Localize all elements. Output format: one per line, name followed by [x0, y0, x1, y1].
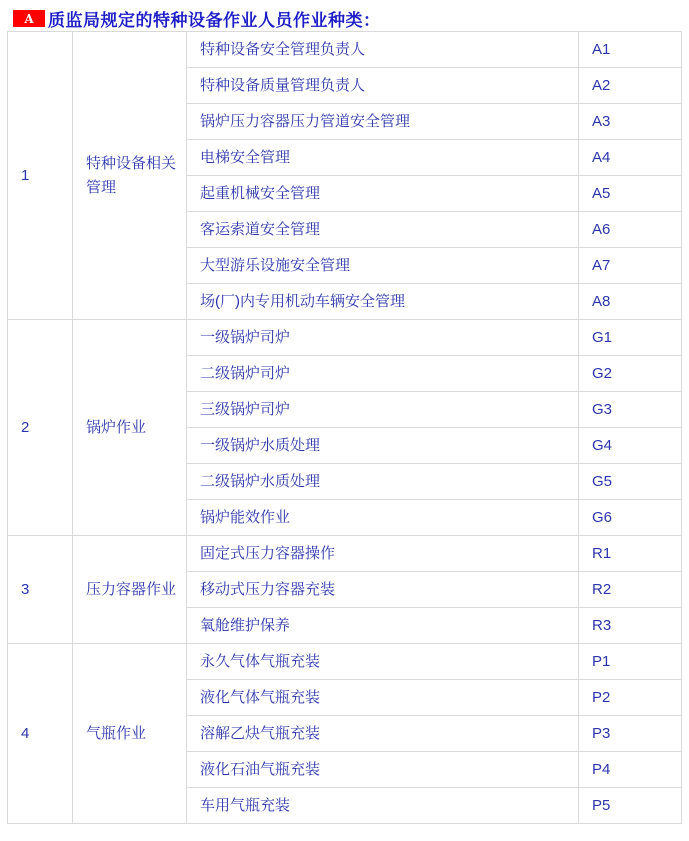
- operation-name-cell: 氧舱维护保养: [187, 608, 579, 644]
- operation-name-cell: 特种设备安全管理负责人: [187, 32, 579, 68]
- operation-name-cell: 溶解乙炔气瓶充装: [187, 716, 579, 752]
- operation-code-cell: P4: [579, 752, 682, 788]
- operation-code-cell: P2: [579, 680, 682, 716]
- operation-name-cell: 一级锅炉水质处理: [187, 428, 579, 464]
- operation-name-cell: 永久气体气瓶充装: [187, 644, 579, 680]
- operation-code-cell: A2: [579, 68, 682, 104]
- operation-name-cell: 车用气瓶充装: [187, 788, 579, 824]
- operation-code-cell: R3: [579, 608, 682, 644]
- operation-name-cell: 二级锅炉水质处理: [187, 464, 579, 500]
- group-index-cell: 1: [8, 32, 73, 320]
- operation-name-cell: 电梯安全管理: [187, 140, 579, 176]
- operation-types-table-body: [8, 32, 682, 824]
- operation-code-cell: A7: [579, 248, 682, 284]
- table-row: [8, 536, 682, 572]
- group-category-cell: 气瓶作业: [73, 644, 187, 824]
- operation-code-cell: P3: [579, 716, 682, 752]
- operation-name-cell: 起重机械安全管理: [187, 176, 579, 212]
- operation-name-cell: 固定式压力容器操作: [187, 536, 579, 572]
- group-index-cell: 3: [8, 536, 73, 644]
- group-category-cell: 压力容器作业: [73, 536, 187, 644]
- table-row: [8, 320, 682, 356]
- operation-code-cell: A4: [579, 140, 682, 176]
- operation-name-cell: 液化气体气瓶充装: [187, 680, 579, 716]
- operation-code-cell: P1: [579, 644, 682, 680]
- operation-code-cell: G6: [579, 500, 682, 536]
- group-category-cell: 特种设备相关管理: [73, 32, 187, 320]
- operation-code-cell: R2: [579, 572, 682, 608]
- operation-name-cell: 大型游乐设施安全管理: [187, 248, 579, 284]
- operation-name-cell: 液化石油气瓶充装: [187, 752, 579, 788]
- operation-code-cell: A3: [579, 104, 682, 140]
- operation-name-cell: 锅炉能效作业: [187, 500, 579, 536]
- operation-code-cell: R1: [579, 536, 682, 572]
- operation-name-cell: 二级锅炉司炉: [187, 356, 579, 392]
- table-row: [8, 644, 682, 680]
- section-badge: A: [13, 10, 45, 27]
- operation-types-table: [7, 31, 682, 824]
- operation-name-cell: 场(厂)内专用机动车辆安全管理: [187, 284, 579, 320]
- table-row: [8, 32, 682, 68]
- operation-name-cell: 三级锅炉司炉: [187, 392, 579, 428]
- operation-code-cell: A5: [579, 176, 682, 212]
- operation-name-cell: 特种设备质量管理负责人: [187, 68, 579, 104]
- operation-code-cell: G2: [579, 356, 682, 392]
- operation-code-cell: G1: [579, 320, 682, 356]
- operation-code-cell: P5: [579, 788, 682, 824]
- operation-name-cell: 移动式压力容器充装: [187, 572, 579, 608]
- page-header: [13, 6, 381, 31]
- group-index-cell: 2: [8, 320, 73, 536]
- operation-code-cell: G5: [579, 464, 682, 500]
- operation-code-cell: G3: [579, 392, 682, 428]
- operation-name-cell: 客运索道安全管理: [187, 212, 579, 248]
- operation-code-cell: A8: [579, 284, 682, 320]
- operation-code-cell: G4: [579, 428, 682, 464]
- group-category-cell: 锅炉作业: [73, 320, 187, 536]
- operation-code-cell: A1: [579, 32, 682, 68]
- group-index-cell: 4: [8, 644, 73, 824]
- operation-code-cell: A6: [579, 212, 682, 248]
- operation-name-cell: 一级锅炉司炉: [187, 320, 579, 356]
- page-title: 质监局规定的特种设备作业人员作业种类：: [48, 11, 381, 30]
- operation-name-cell: 锅炉压力容器压力管道安全管理: [187, 104, 579, 140]
